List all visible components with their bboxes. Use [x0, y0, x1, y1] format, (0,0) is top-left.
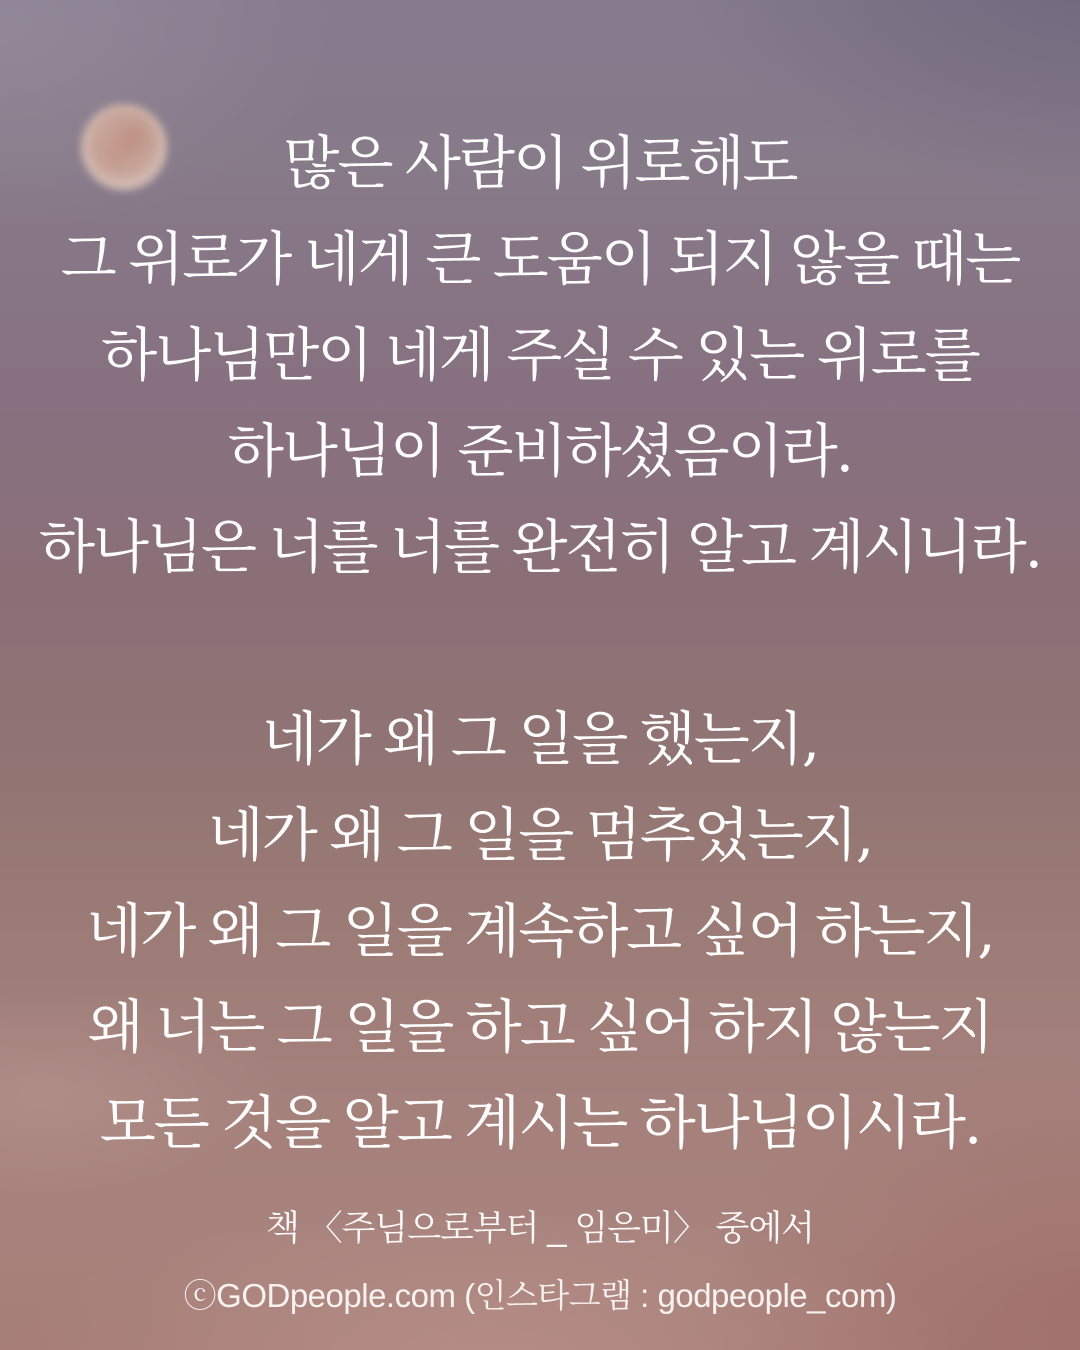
quote-line: 네가 왜 그 일을 멈추었는지,	[207, 801, 873, 869]
quote-line: 왜 너는 그 일을 하고 싶어 하지 않는지	[87, 993, 993, 1061]
quote-line: 하나님이 준비하셨음이라.	[227, 417, 853, 485]
quote-line: 많은 사람이 위로해도	[283, 129, 797, 197]
quote-paragraph-2	[0, 691, 1080, 1171]
quote-line: 모든 것을 알고 계시는 하나님이시라.	[99, 1089, 981, 1157]
book-source: 책 〈주님으로부터 _ 임은미〉 중에서	[266, 1209, 814, 1248]
quote-line: 네가 왜 그 일을 했는지,	[261, 705, 819, 773]
quote-line: 하나님만이 네게 주실 수 있는 위로를	[101, 321, 979, 389]
copyright-credit: ⓒGODpeople.com (인스타그램 : godpeople_com)	[183, 1277, 897, 1314]
quote-line: 그 위로가 네게 큰 도움이 되지 않을 때는	[60, 225, 1020, 293]
quote-text	[0, 115, 1080, 1171]
quote-line: 하나님은 너를 너를 완전히 알고 계시니라.	[38, 513, 1042, 581]
quote-paragraph-1	[0, 115, 1080, 595]
quote-line: 네가 왜 그 일을 계속하고 싶어 하는지,	[86, 897, 994, 965]
